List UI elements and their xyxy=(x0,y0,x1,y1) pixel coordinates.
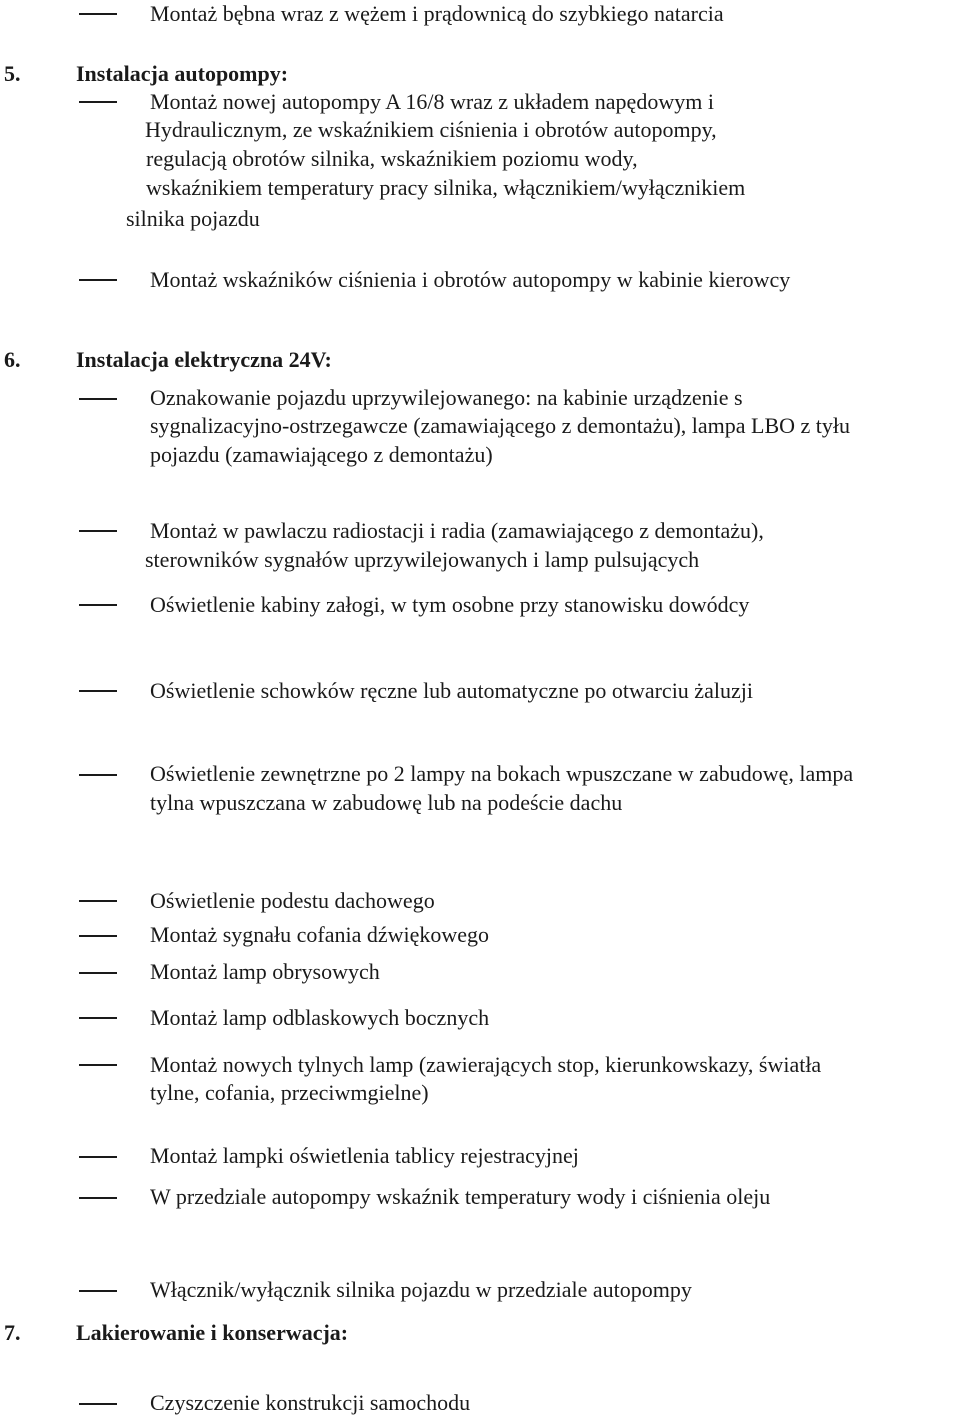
dash-bullet xyxy=(79,1017,117,1019)
list-item-text: Montaż lampki oświetlenia tablicy rejestracyjnej xyxy=(150,1143,579,1168)
dash-bullet xyxy=(79,530,117,532)
list-item-text: wskaźnikiem temperatury pracy silnika, włącznikiem/wyłącznikiem xyxy=(146,175,746,200)
list-item-text: Montaż lamp obrysowych xyxy=(150,959,380,984)
dash-bullet xyxy=(79,279,117,281)
section-heading: Instalacja elektryczna 24V: xyxy=(76,347,332,372)
section-heading: Lakierowanie i konserwacja: xyxy=(76,1320,349,1345)
dash-bullet xyxy=(79,1290,117,1292)
dash-bullet xyxy=(79,900,117,902)
section-number: 6. xyxy=(4,347,21,372)
dash-bullet xyxy=(79,1064,117,1066)
dash-bullet xyxy=(79,604,117,606)
list-item-text: Oświetlenie zewnętrzne po 2 lampy na bokach wpuszczane w zabudowę, lampa xyxy=(150,761,854,786)
dash-bullet xyxy=(79,1197,117,1199)
list-item-text: Oznakowanie pojazdu uprzywilejowanego: na kabinie urządzenie s xyxy=(150,385,743,410)
dash-bullet xyxy=(79,13,117,15)
list-item-text: tylne, cofania, przeciwmgielne) xyxy=(150,1080,429,1105)
list-item-text: silnika pojazdu xyxy=(126,206,260,231)
dash-bullet xyxy=(79,398,117,400)
dash-bullet xyxy=(79,935,117,937)
list-item-text: Oświetlenie kabiny załogi, w tym osobne przy stanowisku dowódcy xyxy=(150,592,750,617)
list-item-text: Montaż bębna wraz z wężem i prądownicą do szybkiego natarcia xyxy=(150,1,724,26)
list-item-text: Montaż nowej autopompy A 16/8 wraz z układem napędowym i xyxy=(150,89,714,114)
list-item-text: Czyszczenie konstrukcji samochodu xyxy=(150,1390,471,1415)
dash-bullet xyxy=(79,101,117,103)
list-item-text: Włącznik/wyłącznik silnika pojazdu w przedziale autopompy xyxy=(150,1277,692,1302)
dash-bullet xyxy=(79,1156,117,1158)
list-item-text: Montaż w pawlaczu radiostacji i radia (zamawiającego z demontażu), xyxy=(150,518,764,543)
list-item-text: Montaż sygnału cofania dźwiękowego xyxy=(150,922,490,947)
list-item-text: sygnalizacyjno-ostrzegawcze (zamawiającego z demontażu), lampa LBO z tyłu xyxy=(150,413,851,438)
list-item-text: Montaż lamp odblaskowych bocznych xyxy=(150,1005,490,1030)
list-item-text: regulacją obrotów silnika, wskaźnikiem poziomu wody, xyxy=(146,146,638,171)
section-heading: Instalacja autopompy: xyxy=(76,61,289,86)
section-number: 7. xyxy=(4,1320,21,1345)
dash-bullet xyxy=(79,972,117,974)
dash-bullet xyxy=(79,774,117,776)
dash-bullet xyxy=(79,1403,117,1405)
list-item-text: Oświetlenie schowków ręczne lub automatyczne po otwarciu żaluzji xyxy=(150,678,753,703)
list-item-text: Hydraulicznym, ze wskaźnikiem ciśnienia i obrotów autopompy, xyxy=(145,117,717,142)
dash-bullet xyxy=(79,690,117,692)
list-item-text: Montaż wskaźników ciśnienia i obrotów autopompy w kabinie kierowcy xyxy=(150,267,791,292)
list-item-text: Montaż nowych tylnych lamp (zawierających stop, kierunkowskazy, światła xyxy=(150,1052,822,1077)
list-item-text: sterowników sygnałów uprzywilejowanych i lamp pulsujących xyxy=(145,547,700,572)
list-item-text: Oświetlenie podestu dachowego xyxy=(150,888,435,913)
list-item-text: tylna wpuszczana w zabudowę lub na podeście dachu xyxy=(150,790,623,815)
section-number: 5. xyxy=(4,61,21,86)
list-item-text: pojazdu (zamawiającego z demontażu) xyxy=(150,442,493,467)
list-item-text: W przedziale autopompy wskaźnik temperatury wody i ciśnienia oleju xyxy=(150,1184,771,1209)
